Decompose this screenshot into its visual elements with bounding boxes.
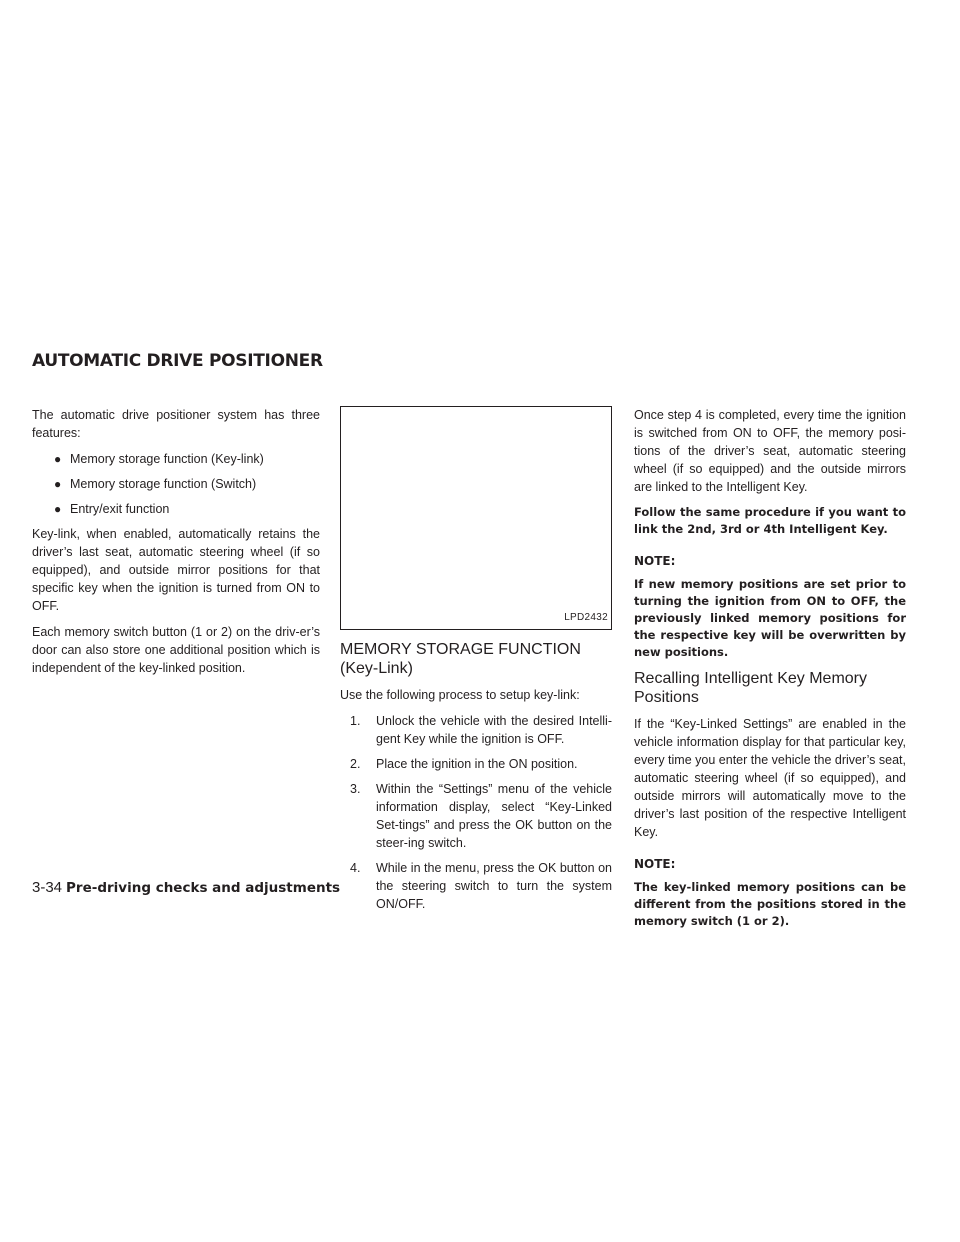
bullet-icon: ● xyxy=(54,502,62,516)
memory-switch-paragraph: Each memory switch button (1 or 2) on the driv-er’s door can also store one additional position which is independent of the key-linked position. xyxy=(32,625,320,675)
feature-label: Memory storage function (Switch) xyxy=(70,477,257,491)
setup-steps xyxy=(340,712,612,913)
step-item xyxy=(340,859,612,913)
linked-positions-paragraph: Once step 4 is completed, every time the ignition is switched from ON to OFF, the memory posi-tions of the driver’s seat, automatic steering wheel (if so equipped) and the outside mirrors are linked to the Intelligent Key. xyxy=(634,408,906,494)
setup-intro: Use the following process to setup key-link: xyxy=(340,688,580,702)
recalling-heading: Recalling Intelligent Key Memory Positions xyxy=(634,670,867,706)
step-item xyxy=(340,712,612,748)
note-label: NOTE: xyxy=(634,554,676,568)
note-text: If new memory positions are set prior to turning the ignition from ON to OFF, the previously linked memory positions for the respective key will be overwritten by new positions. xyxy=(634,577,906,659)
step-number: 3. xyxy=(350,782,361,796)
page-number: 3-34 xyxy=(32,879,63,896)
step-text: Unlock the vehicle with the desired Intelli-gent Key while the ignition is OFF. xyxy=(376,714,612,746)
step-item xyxy=(340,755,612,773)
intro-paragraph: The automatic drive positioner system has three features: xyxy=(32,408,320,440)
feature-list-item xyxy=(32,450,320,468)
feature-label: Entry/exit function xyxy=(70,502,170,516)
feature-list xyxy=(32,450,320,518)
key-link-paragraph: Key-link, when enabled, automatically retains the driver’s last seat, automatic steering wheel (if so equipped), and outside mirror positions for that specific key when the ignition is turned from ON to OFF. xyxy=(32,527,320,613)
feature-label: Memory storage function (Key-link) xyxy=(70,452,264,466)
chapter-title: Pre-driving checks and adjustments xyxy=(66,880,341,896)
feature-list-item xyxy=(32,500,320,518)
note-label: NOTE: xyxy=(634,857,676,871)
feature-list-item xyxy=(32,475,320,493)
figure-code: LPD2432 xyxy=(564,612,608,623)
column-left xyxy=(32,406,320,685)
step-number: 4. xyxy=(350,861,361,875)
column-right xyxy=(634,406,906,938)
recalling-paragraph: If the “Key-Linked Settings” are enabled in the vehicle information display for that particular key, every time you enter the vehicle the driver’s seat, automatic steering wheel (if so equipped), and outside mirrors will automatically move to the driver’s last position of the respective Intelligent Key. xyxy=(634,717,906,839)
section-title: AUTOMATIC DRIVE POSITIONER xyxy=(32,351,323,371)
same-procedure-note: Follow the same procedure if you want to link the 2nd, 3rd or 4th Intelligent Key. xyxy=(634,505,906,536)
step-text: Within the “Settings” menu of the vehicle information display, select “Key-Linked Set-tings” and press the OK button on the steer-ing switch. xyxy=(376,782,612,850)
column-middle xyxy=(340,406,612,920)
step-item xyxy=(340,780,612,852)
step-text: While in the menu, press the OK button on the steering switch to turn the system ON/OFF. xyxy=(376,861,612,911)
step-text: Place the ignition in the ON position. xyxy=(376,757,578,771)
page-footer xyxy=(32,879,340,896)
bullet-icon: ● xyxy=(54,477,62,491)
step-number: 2. xyxy=(350,757,361,771)
note-text: The key-linked memory positions can be different from the positions stored in the memory switch (1 or 2). xyxy=(634,880,906,928)
memory-storage-heading: MEMORY STORAGE FUNCTION (Key-Link) xyxy=(340,641,581,677)
bullet-icon: ● xyxy=(54,452,62,466)
step-number: 1. xyxy=(350,714,361,728)
illustration-figure xyxy=(340,406,612,630)
